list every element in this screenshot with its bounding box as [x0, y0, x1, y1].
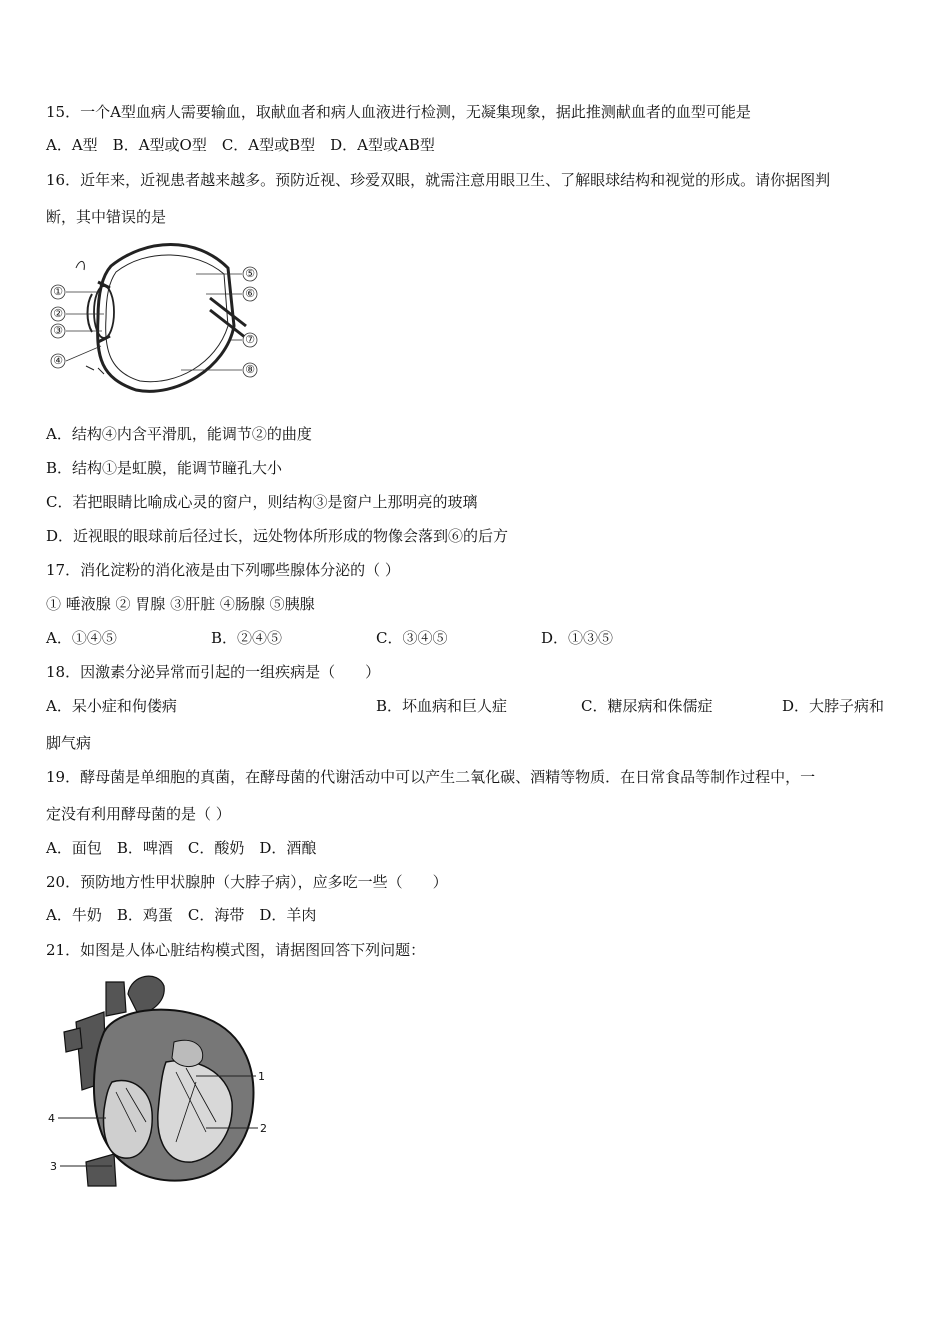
q20-stem: 20．预防地方性甲状腺肿（大脖子病），应多吃一些（ ）	[46, 873, 448, 891]
q16-option-b: B．结构①是虹膜，能调节瞳孔大小	[46, 459, 283, 477]
q17-stem: 17．消化淀粉的消化液是由下列哪些腺体分泌的（ ）	[46, 561, 400, 579]
q20-options: A．牛奶 B．鸡蛋 C．海带 D．羊肉	[46, 906, 317, 924]
heart-label-1: 1	[258, 1070, 265, 1083]
eye-label-5: ⑤	[245, 267, 255, 280]
heart-label-2: 2	[260, 1122, 267, 1135]
eye-label-2: ②	[53, 307, 63, 320]
q19-stem-line2: 定没有利用酵母菌的是（ ）	[46, 805, 231, 823]
q17-option-a: A．①④⑤	[46, 629, 117, 647]
q16-stem-line2: 断，其中错误的是	[46, 208, 167, 226]
q18-option-a: A．呆小症和佝偻病	[46, 697, 177, 715]
q18-option-b: B．坏血病和巨人症	[376, 697, 508, 715]
q15-stem: 15．一个A型血病人需要输血，取献血者和病人血液进行检测，无凝集现象，据此推测献血者的血型可能是	[46, 103, 751, 121]
eye-label-4: ④	[53, 354, 63, 367]
q18-stem: 18．因激素分泌异常而引起的一组疾病是（ ）	[46, 663, 381, 681]
q16-option-d: D．近视眼的眼球前后径过长，远处物体所形成的物像会落到⑥的后方	[46, 527, 509, 545]
heart-label-3: 3	[50, 1160, 57, 1173]
q19-stem-line1: 19．酵母菌是单细胞的真菌，在酵母菌的代谢活动中可以产生二氧化碳、酒精等物质．在日常食品等制作过程中，一	[46, 768, 816, 786]
q18-option-c: C．糖尿病和侏儒症	[581, 697, 713, 715]
eye-label-1: ①	[53, 285, 63, 298]
eye-label-8: ⑧	[245, 363, 255, 376]
q16-stem-line1: 16．近年来，近视患者越来越多。预防近视、珍爱双眼，就需注意用眼卫生、了解眼球结构和视觉的形成。请你据图判	[46, 171, 831, 189]
q18-option-d-continued: 脚气病	[46, 734, 92, 752]
q16-option-c: C．若把眼睛比喻成心灵的窗户，则结构③是窗户上那明亮的玻璃	[46, 493, 478, 511]
q17-glands: ① 唾液腺 ② 胃腺 ③肝脏 ④肠腺 ⑤胰腺	[46, 595, 315, 613]
eye-label-6: ⑥	[245, 287, 255, 300]
q19-options: A．面包 B．啤酒 C．酸奶 D．酒酿	[46, 839, 317, 857]
q17-option-c: C．③④⑤	[376, 629, 448, 647]
q17-option-d: D．①③⑤	[541, 629, 614, 647]
eye-structure-diagram	[46, 238, 266, 398]
q15-options: A．A型 B．A型或O型 C．A型或B型 D．A型或AB型	[46, 136, 435, 154]
q21-stem: 21．如图是人体心脏结构模式图，请据图回答下列问题：	[46, 941, 426, 959]
q17-option-b: B．②④⑤	[211, 629, 283, 647]
eye-label-7: ⑦	[245, 333, 255, 346]
heart-label-4: 4	[48, 1112, 55, 1125]
eye-label-3: ③	[53, 324, 63, 337]
q18-option-d: D．大脖子病和	[782, 697, 885, 715]
heart-structure-diagram	[46, 972, 276, 1187]
q16-option-a: A．结构④内含平滑肌，能调节②的曲度	[46, 425, 312, 443]
